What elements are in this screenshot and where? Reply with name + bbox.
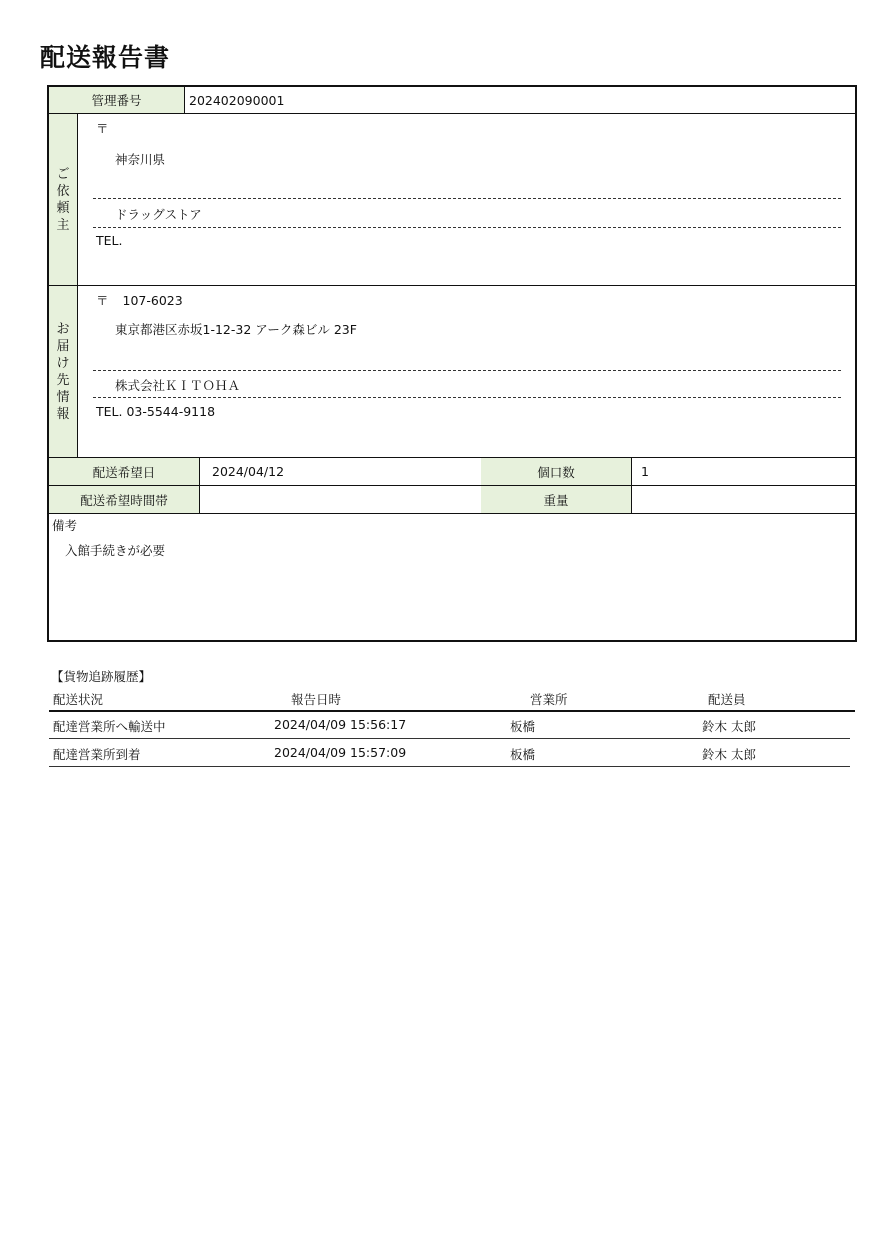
delivery-postal-code: 107-6023 (122, 293, 183, 308)
history-col-staff: 配送員 (708, 692, 746, 707)
divider (93, 397, 841, 398)
desired-time-label: 配送希望時間帯 (47, 485, 200, 514)
management-number-label: 管理番号 (47, 85, 185, 114)
delivery-label-char: け (56, 355, 70, 371)
history-heading: 【貨物追跡履歴】 (51, 669, 152, 684)
history-row-rule (49, 738, 850, 739)
divider (93, 198, 841, 199)
delivery-label-char: 情 (56, 389, 70, 405)
history-row-office: 板橋 (510, 719, 536, 734)
divider (93, 370, 841, 371)
remarks-box (47, 513, 857, 642)
remarks-label: 備考 (52, 518, 78, 533)
delivery-postal (96, 291, 183, 309)
weight-label: 重量 (481, 485, 632, 514)
client-label-char: 頼 (56, 200, 70, 216)
client-info (77, 113, 857, 286)
client-tel-label: TEL. (96, 233, 123, 248)
history-row-staff: 鈴木 太郎 (702, 719, 756, 734)
page-title: 配送報告書 (40, 43, 171, 72)
delivery-address: 東京都港区赤坂1-12-32 アーク森ビル 23F (115, 322, 357, 337)
package-count-label: 個口数 (481, 457, 632, 486)
remarks-text: 入館手続きが必要 (65, 543, 166, 558)
package-count-value: 1 (631, 457, 857, 486)
history-row-rule (49, 766, 850, 767)
history-col-office: 営業所 (530, 692, 568, 707)
history-col-datetime: 報告日時 (291, 692, 342, 707)
history-row-office: 板橋 (510, 747, 536, 762)
delivery-info (77, 285, 857, 458)
delivery-name: 株式会社ＫＩＴＯＨＡ (115, 378, 241, 393)
delivery-label-char: 先 (56, 372, 70, 388)
history-col-status: 配送状況 (53, 692, 104, 707)
client-name: ドラッグストア (115, 207, 202, 222)
history-row-datetime: 2024/04/09 15:56:17 (274, 717, 407, 732)
history-row-status: 配達営業所到着 (53, 747, 141, 762)
client-label (47, 113, 78, 286)
divider (93, 227, 841, 228)
client-address: 神奈川県 (115, 152, 166, 167)
client-postal (96, 119, 119, 137)
delivery-label-char: お (56, 321, 70, 337)
management-number-value: 202402090001 (184, 85, 857, 114)
desired-date-value: 2024/04/12 (199, 457, 482, 486)
client-label-char: 主 (56, 217, 70, 233)
delivery-tel (96, 404, 215, 419)
delivery-label (47, 285, 78, 458)
history-header-rule (49, 710, 855, 712)
delivery-tel-label: TEL. (96, 404, 123, 419)
desired-time-value (199, 485, 482, 514)
desired-date-label: 配送希望日 (47, 457, 200, 486)
weight-value (631, 485, 857, 514)
postal-mark-icon: 〒 (96, 121, 109, 136)
delivery-tel-value: 03-5544-9118 (126, 404, 216, 419)
delivery-label-char: 報 (56, 406, 70, 422)
delivery-label-char: 届 (56, 338, 70, 354)
history-row-datetime: 2024/04/09 15:57:09 (274, 745, 407, 760)
history-row-status: 配達営業所へ輸送中 (53, 719, 166, 734)
client-label-char: ご (56, 166, 70, 182)
history-row-staff: 鈴木 太郎 (702, 747, 756, 762)
client-tel (96, 233, 122, 248)
client-label-char: 依 (56, 183, 70, 199)
postal-mark-icon: 〒 (96, 293, 109, 308)
